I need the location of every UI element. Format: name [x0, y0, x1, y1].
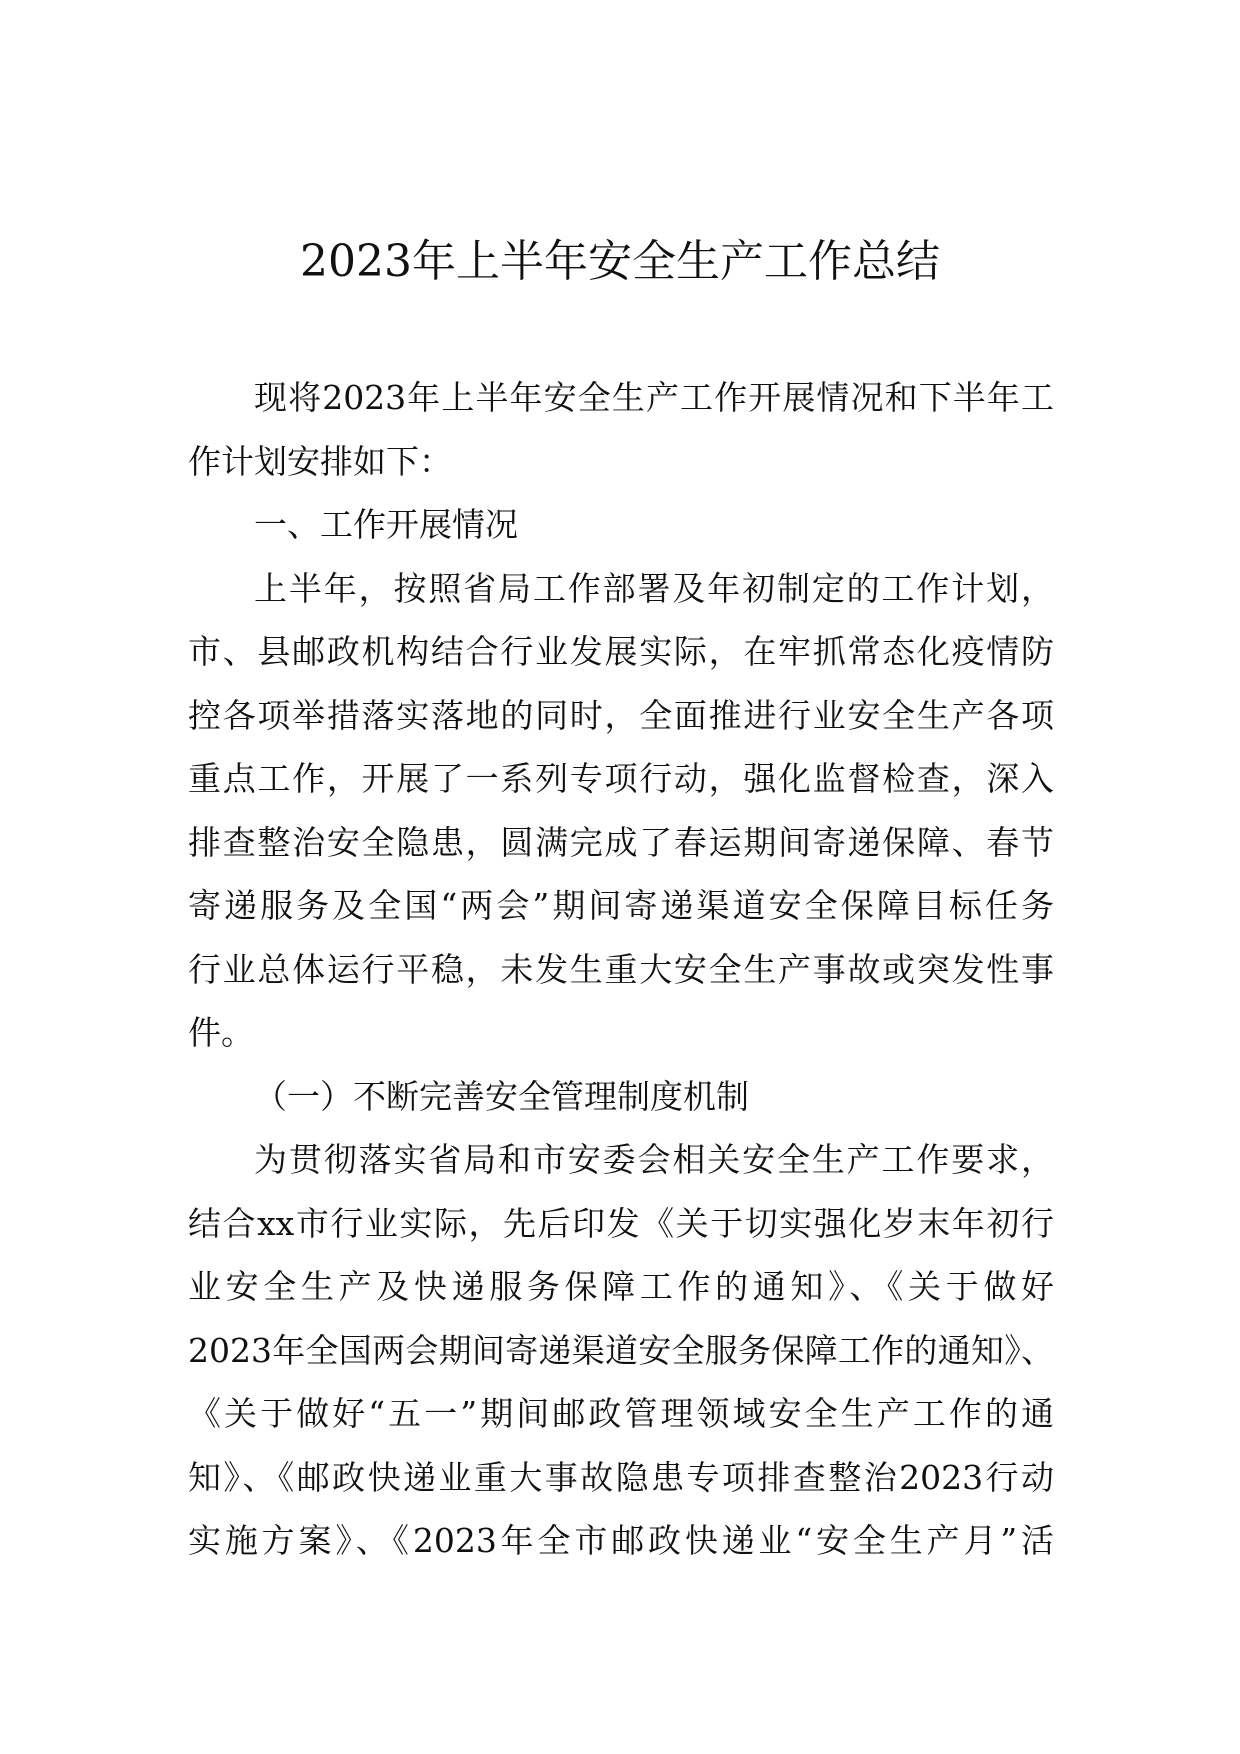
body-line: 行业总体运行平稳，未发生重大安全生产事故或突发性事: [188, 949, 1054, 989]
body-line: 《关于做好“五一”期间邮政管理领域安全生产工作的通: [188, 1394, 1054, 1433]
body-line: 业安全生产及快递服务保障工作的通知》、《关于做好: [188, 1267, 1054, 1306]
body-line: 控各项举措落实落地的同时，全面推进行业安全生产各项: [188, 695, 1054, 735]
body-line: 件。: [188, 1013, 254, 1052]
body-line: 结合xx市行业实际，先后印发《关于切实强化岁末年初行: [188, 1203, 1054, 1243]
body-line: 知》、《邮政快递业重大事故隐患专项排查整治2023行动: [188, 1457, 1054, 1497]
body-line: 现将2023年上半年安全生产工作开展情况和下半年工: [254, 378, 1054, 417]
body-line: 2023年全国两会期间寄递渠道安全服务保障工作的通知》、: [188, 1330, 1054, 1370]
body-line: 重点工作，开展了一系列专项行动，强化监督检查，深入: [188, 759, 1054, 798]
body-line: 寄递服务及全国“两会”期间寄递渠道安全保障目标任务: [188, 886, 1054, 925]
body-line: 市、县邮政机构结合行业发展实际，在牢抓常态化疫情防: [188, 632, 1054, 671]
body-line: 上半年，按照省局工作部署及年初制定的工作计划，: [254, 568, 1054, 608]
document-title: 2023年上半年安全生产工作总结: [300, 236, 940, 287]
body-line: 为贯彻落实省局和市安委会相关安全生产工作要求，: [254, 1140, 1054, 1179]
body-line: 实施方案》、《2023年全市邮政快递业“安全生产月”活: [188, 1521, 1054, 1560]
document-body: [188, 366, 1054, 1573]
subsection-heading: （一）不断完善安全管理制度机制: [254, 1076, 749, 1116]
section-heading: 一、工作开展情况: [254, 505, 518, 544]
body-line: 作计划安排如下：: [188, 441, 452, 481]
body-line: 排查整治安全隐患，圆满完成了春运期间寄递保障、春节: [188, 822, 1054, 862]
